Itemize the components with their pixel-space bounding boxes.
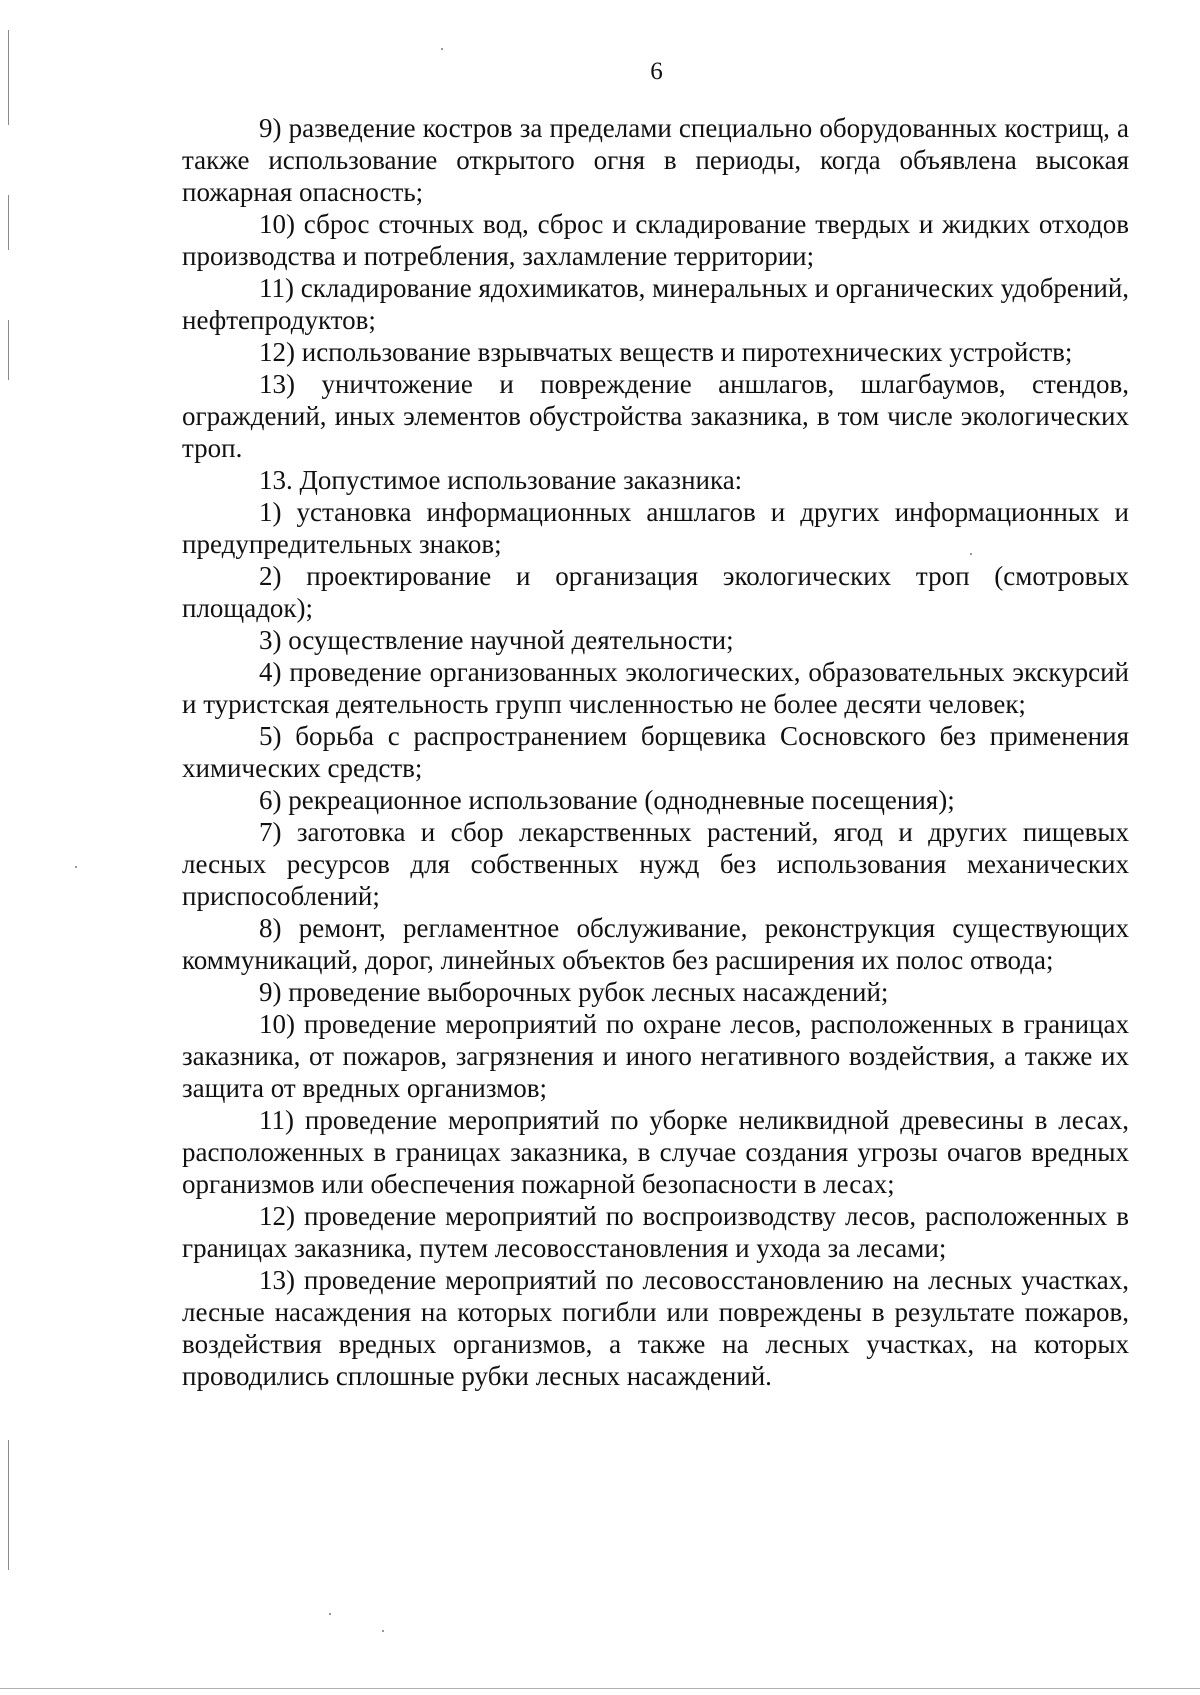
scan-edge-mark <box>8 195 9 250</box>
list-item: 6) рекреационное использование (однодневные посещения); <box>259 785 955 815</box>
scan-edge-mark <box>8 1440 9 1570</box>
list-item: 12) использование взрывчатых веществ и пиротехнических устройств; <box>259 337 1073 367</box>
document-body <box>182 112 1129 1392</box>
scan-speck <box>75 866 77 868</box>
list-item: 3) осуществление научной деятельности; <box>259 625 734 655</box>
list-item: 1) установка информационных аншлагов и других информационных и предупредительных знаков; <box>182 497 1129 559</box>
list-item: 9) разведение костров за пределами специально оборудованных кострищ, а также использование открытого огня в периоды, когда объявлена высокая пожарная опасность; <box>182 113 1129 207</box>
scan-speck <box>382 1630 384 1632</box>
list-item: 13) уничтожение и повреждение аншлагов, шлагбаумов, стендов, ограждений, иных элементов обустройства заказника, в том числе экологических троп. <box>182 369 1129 463</box>
scan-speck <box>329 1613 331 1615</box>
section-heading: 13. Допустимое использование заказника: <box>259 465 743 495</box>
list-item: 10) проведение мероприятий по охране лесов, расположенных в границах заказника, от пожаров, загрязнения и иного негативного воздействия, а также их защита от вредных организмов; <box>182 1009 1129 1103</box>
list-item: 5) борьба с распространением борщевика Сосновского без применения химических средств; <box>182 721 1129 783</box>
scan-speck <box>441 48 443 50</box>
list-item: 10) сброс сточных вод, сброс и складирование твердых и жидких отходов производства и потребления, захламление территории; <box>182 209 1129 271</box>
page-number: 6 <box>650 58 663 85</box>
list-item: 2) проектирование и организация экологических троп (смотровых площадок); <box>182 561 1129 623</box>
list-item: 4) проведение организованных экологических, образовательных экскурсий и туристская деятельность групп численностью не более десяти человек; <box>182 657 1129 719</box>
list-item: 11) складирование ядохимикатов, минеральных и органических удобрений, нефтепродуктов; <box>182 273 1130 335</box>
list-item: 11) проведение мероприятий по уборке неликвидной древесины в лесах, расположенных в границах заказника, в случае создания угрозы очагов вредных организмов или обеспечения пожарной безопасности в лесах; <box>182 1105 1129 1199</box>
scan-edge-mark <box>0 1688 1200 1689</box>
list-item: 7) заготовка и сбор лекарственных растений, ягод и других пищевых лесных ресурсов для собственных нужд без использования механических приспособлений; <box>182 817 1129 911</box>
scan-edge-mark <box>8 320 9 380</box>
list-item: 9) проведение выборочных рубок лесных насаждений; <box>259 977 889 1007</box>
list-item: 13) проведение мероприятий по лесовосстановлению на лесных участках, лесные насаждения на которых погибли или повреждены в результате пожаров, воздействия вредных организмов, а также на лесных участках, на которых проводились сплошные рубки лесных насаждений. <box>182 1265 1129 1391</box>
list-item: 8) ремонт, регламентное обслуживание, реконструкция существующих коммуникаций, дорог, линейных объектов без расширения их полос отвода; <box>182 913 1129 975</box>
list-item: 12) проведение мероприятий по воспроизводству лесов, расположенных в границах заказника, путем лесовосстановления и ухода за лесами; <box>182 1201 1129 1263</box>
